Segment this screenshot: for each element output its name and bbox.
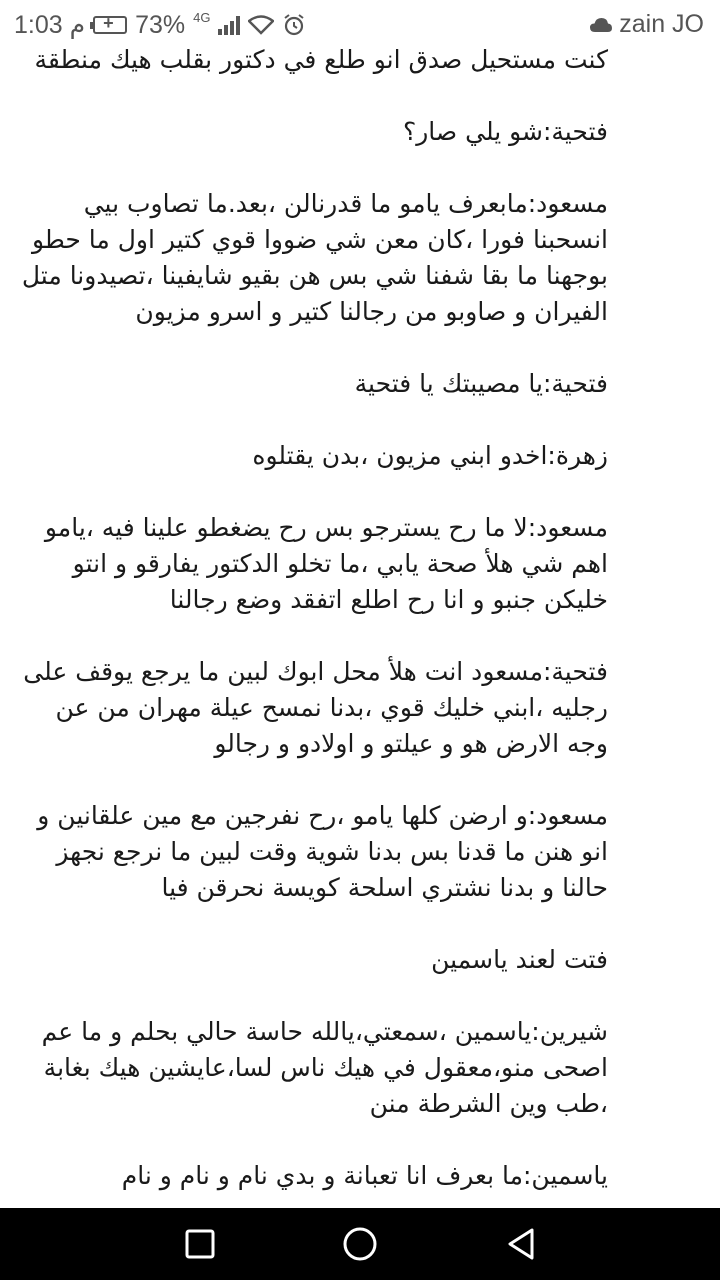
- network-type: 4G: [193, 9, 211, 25]
- story-paragraph: مسعود:لا ما رح يسترجو بس رح يضغطو علينا فيه ،يامو اهم شي هلأ صحة يابي ،ما تخلو الدكتور يفارقو و انتو خليكن جنبو و انا رح اطلع اتفقد وضع رجالنا: [44, 513, 608, 614]
- recents-icon[interactable]: [180, 1224, 220, 1264]
- story-text: [14, 42, 608, 1208]
- battery-icon: +: [93, 16, 127, 34]
- status-bar-right: [589, 10, 704, 39]
- story-paragraph: مسعود:مابعرف يامو ما قدرنالن ،بعد.ما تصاوب بيي انسحبنا فورا ،كان معن شي ضووا قوي كتير اول ما حطو بوجهنا ما بقا شفنا شي بس هن بقيو شايفينا ،تصيدونا متل الفيران و صاوبو من رجالنا كتير و اسرو مزيون: [21, 189, 608, 326]
- story-paragraph: مسعود:و ارضن كلها يامو ،رح نفرجين مع مين علقانين و انو هنن ما قدنا بس بدنا شوية وقت لبين ما نرجع نجهز حالنا و بدنا نشتري اسلحة كويسة نحرقن فيا: [37, 801, 608, 902]
- carrier-name: zain JO: [619, 10, 704, 38]
- wifi-icon: [248, 15, 274, 35]
- back-icon[interactable]: [500, 1224, 540, 1264]
- alarm-icon: [282, 13, 306, 37]
- clock: 1:03 م: [14, 11, 86, 39]
- article-scroll-view[interactable]: [0, 40, 720, 1208]
- story-paragraph: فتت لعند ياسمين: [431, 945, 608, 974]
- story-paragraph: زهرة:اخدو ابني مزيون ،بدن يقتلوه: [252, 441, 608, 470]
- story-paragraph: كنت مستحيل صدق انو طلع في دكتور بقلب هيك منطقة: [34, 45, 608, 74]
- cloud-icon: [589, 17, 613, 33]
- story-paragraph: فتحية:شو يلي صار؟: [402, 117, 608, 146]
- story-paragraph: فتحية:يا مصيبتك يا فتحية: [354, 369, 608, 398]
- story-paragraph: ياسمين:ما بعرف انا تعبانة و بدي نام و نام و نام: [121, 1161, 608, 1190]
- story-paragraph: فتحية:مسعود انت هلأ محل ابوك لبين ما يرجع يوقف على رجليه ،ابني خليك قوي ،بدنا نمسح عيلة مهران من عن وجه الارض هو و عيلتو و اولادو و رجالو: [23, 657, 608, 758]
- signal-icon: [218, 15, 240, 35]
- status-bar-left: [14, 10, 306, 40]
- story-paragraph: شيرين:ياسمين ،سمعتي،يالله حاسة حالي بحلم و ما عم اصحى منو،معقول في هيك ناس لسا،عايشين هيك بغابة ،طب وين الشرطة منن: [41, 1017, 608, 1118]
- battery-percent: 73%: [135, 10, 186, 39]
- home-icon[interactable]: [340, 1224, 380, 1264]
- navigation-bar: [0, 1208, 720, 1280]
